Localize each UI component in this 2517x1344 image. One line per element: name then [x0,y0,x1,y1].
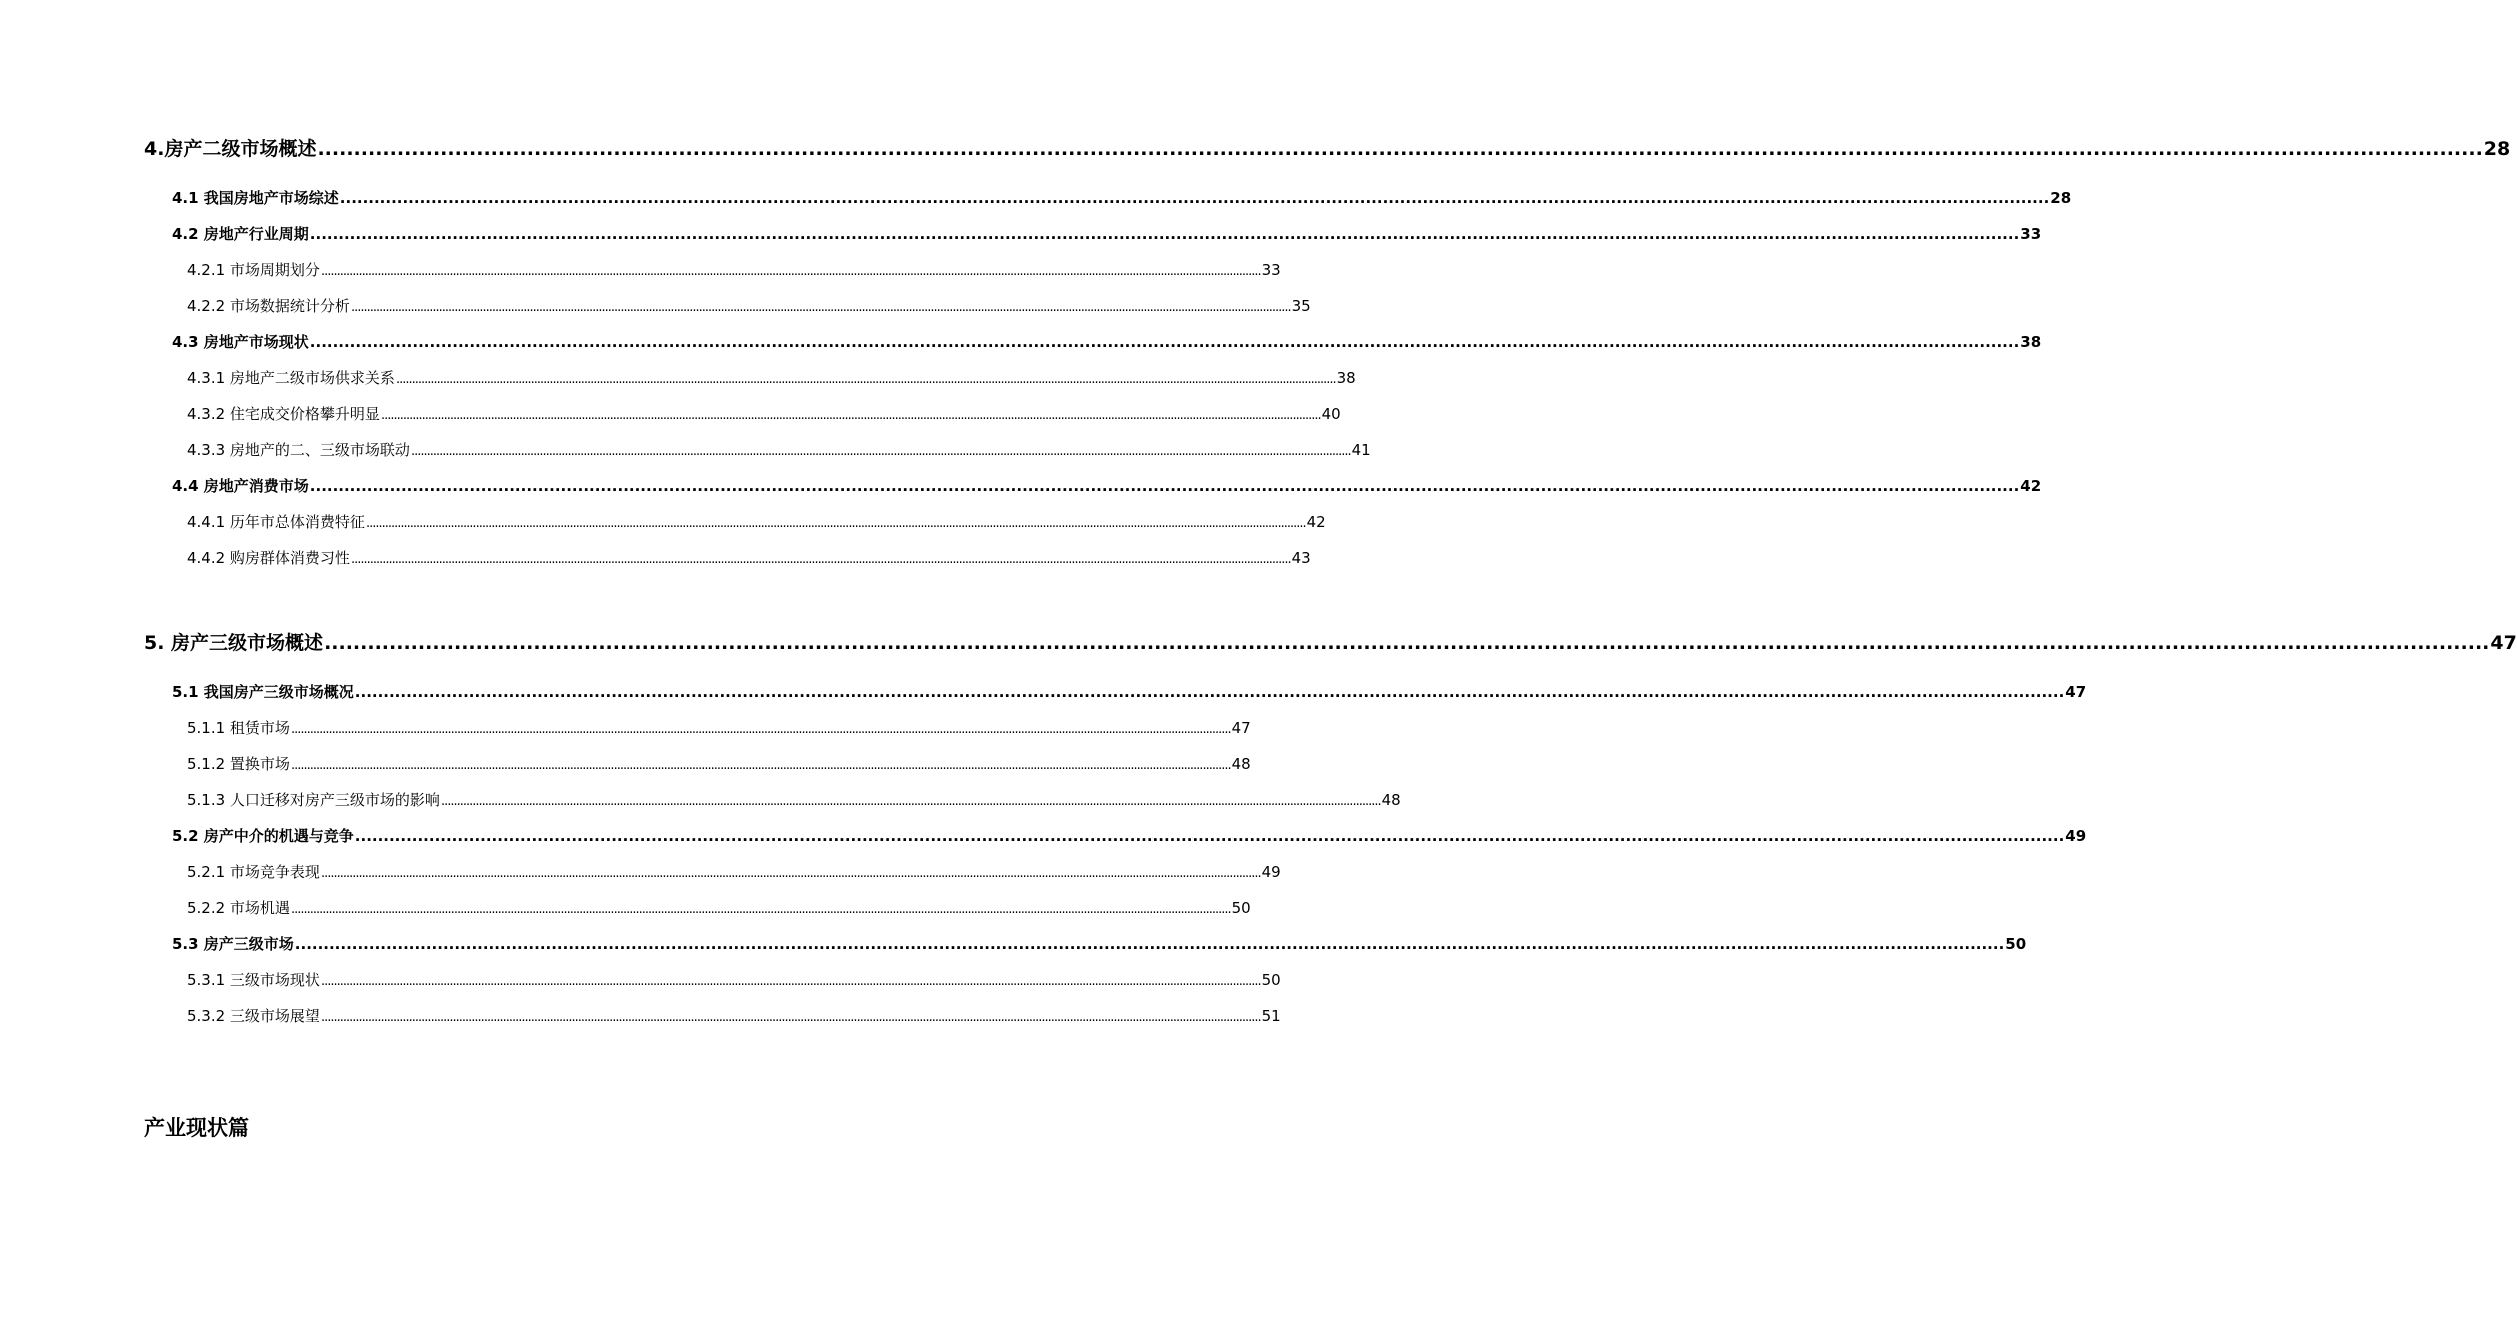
toc-entry[interactable] [187,971,1281,989]
toc-entry[interactable] [187,549,1311,567]
section-heading: 产业现状篇 [144,1116,249,1140]
toc-entry-page: 42 [2020,477,2042,495]
toc-entry[interactable] [187,369,1356,387]
toc-entry-title: 4.1 我国房地产市场综述 [172,189,339,207]
toc-entry-title: 4.3.2 住宅成交价格攀升明显 [187,405,380,423]
toc-entry-title: 5.3 房产三级市场 [172,935,294,953]
toc-entry[interactable] [187,405,1341,423]
toc-leader: ............................................................................................................................................................................................................................................................................................................ [395,372,1336,387]
toc-entry-title: 4.3.3 房地产的二、三级市场联动 [187,441,410,459]
toc-leader: ............................................................................................................................................................................................................................................................................................................ [320,866,1261,881]
toc-entry-title: 4.3.1 房地产二级市场供求关系 [187,369,395,387]
toc-entry[interactable] [187,791,1401,809]
toc-leader: ............................................................................................................................................................................................................................................................................................................ [440,794,1381,809]
toc-entry[interactable] [187,297,1311,315]
toc-leader: ............................................................................................................................................................................................................................................................................................................ [320,974,1261,989]
toc-entry-title: 5.2.2 市场机遇 [187,899,290,917]
toc-entry-title: 4.3 房地产市场现状 [172,333,309,351]
toc-entry-page: 47 [2065,683,2087,701]
toc-leader: ............................................................................................................................................................................................................................................................................................................ [320,264,1261,279]
toc-leader: ............................................................................................................................................................................................................................................................................................................ [294,935,2005,953]
toc-entry-page: 50 [1261,971,1281,989]
toc-entry[interactable] [187,755,1251,773]
toc-leader: ............................................................................................................................................................................................................................................................................................................ [339,189,2050,207]
toc-leader: ............................................................................................................................................................................................................................................................................................................ [309,477,2020,495]
toc-leader: ............................................................................................................................................................................................................................................................................................................ [309,333,2020,351]
toc-entry-page: 41 [1351,441,1371,459]
toc-entry-page: 49 [1261,863,1281,881]
toc-entry-page: 51 [1261,1007,1281,1025]
toc-entry[interactable] [172,189,2072,207]
toc-entry-page: 50 [2005,935,2027,953]
toc-entry[interactable] [144,632,2517,654]
toc-entry[interactable] [172,935,2027,953]
toc-entry[interactable] [187,441,1371,459]
toc-leader: ............................................................................................................................................................................................................................................................................................................ [365,516,1306,531]
toc-entry-title: 4.4 房地产消费市场 [172,477,309,495]
toc-entry[interactable] [187,261,1281,279]
toc-entry-page: 28 [2483,138,2511,160]
toc-entry-title: 4.2 房地产行业周期 [172,225,309,243]
toc-entry[interactable] [187,1007,1281,1025]
toc-entry[interactable] [187,719,1251,737]
toc-leader: ............................................................................................................................................................................................................................................................................................................ [309,225,2020,243]
toc-entry-title: 4.2.2 市场数据统计分析 [187,297,350,315]
toc-entry-page: 38 [1336,369,1356,387]
toc-entry-page: 48 [1231,755,1251,773]
toc-entry-title: 4.2.1 市场周期划分 [187,261,320,279]
toc-entry-page: 35 [1291,297,1311,315]
toc-entry[interactable] [144,138,2511,160]
toc-entry[interactable] [172,683,2087,701]
toc-entry-page: 50 [1231,899,1251,917]
toc-entry-page: 49 [2065,827,2087,845]
toc-entry-title: 4.房产二级市场概述 [144,138,317,160]
toc-leader: ............................................................................................................................................................................................................................................................................................................ [290,758,1231,773]
toc-leader: ............................................................................................................................................................................................................................................................................................................ [350,300,1291,315]
toc-leader: ............................................................................................................................................................................................................................................................................................................ [320,1010,1261,1025]
toc-entry-page: 38 [2020,333,2042,351]
toc-leader: ............................................................................................................................................................................................................................................................................................................ [324,632,2490,654]
toc-entry-page: 43 [1291,549,1311,567]
toc-entry-title: 5.2.1 市场竞争表现 [187,863,320,881]
toc-entry-page: 42 [1306,513,1326,531]
toc-leader: ............................................................................................................................................................................................................................................................................................................ [290,902,1231,917]
toc-entry-page: 47 [2490,632,2517,654]
toc-entry[interactable] [187,513,1326,531]
toc-entry-page: 33 [2020,225,2042,243]
toc-entry[interactable] [172,827,2087,845]
toc-leader: ............................................................................................................................................................................................................................................................................................................ [290,722,1231,737]
toc-entry-page: 28 [2050,189,2072,207]
toc-entry-title: 5.1.1 租赁市场 [187,719,290,737]
toc-leader: ............................................................................................................................................................................................................................................................................................................ [410,444,1351,459]
toc-entry-title: 5.3.1 三级市场现状 [187,971,320,989]
toc-leader: ............................................................................................................................................................................................................................................................................................................ [317,138,2483,160]
toc-entry-title: 5.3.2 三级市场展望 [187,1007,320,1025]
toc-entry[interactable] [187,863,1281,881]
toc-leader: ............................................................................................................................................................................................................................................................................................................ [380,408,1321,423]
toc-entry[interactable] [172,477,2042,495]
toc-entry-title: 5.1.2 置换市场 [187,755,290,773]
toc-entry-page: 33 [1261,261,1281,279]
toc-entry[interactable] [187,899,1251,917]
toc-entry-page: 48 [1381,791,1401,809]
toc-entry-page: 47 [1231,719,1251,737]
toc-entry-title: 4.4.2 购房群体消费习性 [187,549,350,567]
toc-entry[interactable] [172,333,2042,351]
toc-entry-title: 5.1.3 人口迁移对房产三级市场的影响 [187,791,440,809]
toc-entry-title: 5.2 房产中介的机遇与竞争 [172,827,354,845]
toc-entry-title: 5.1 我国房产三级市场概况 [172,683,354,701]
toc-leader: ............................................................................................................................................................................................................................................................................................................ [354,827,2065,845]
toc-leader: ............................................................................................................................................................................................................................................................................................................ [354,683,2065,701]
toc-entry-title: 4.4.1 历年市总体消费特征 [187,513,365,531]
toc-entry-page: 40 [1321,405,1341,423]
toc-leader: ............................................................................................................................................................................................................................................................................................................ [350,552,1291,567]
toc-entry[interactable] [172,225,2042,243]
toc-entry-title: 5. 房产三级市场概述 [144,632,324,654]
